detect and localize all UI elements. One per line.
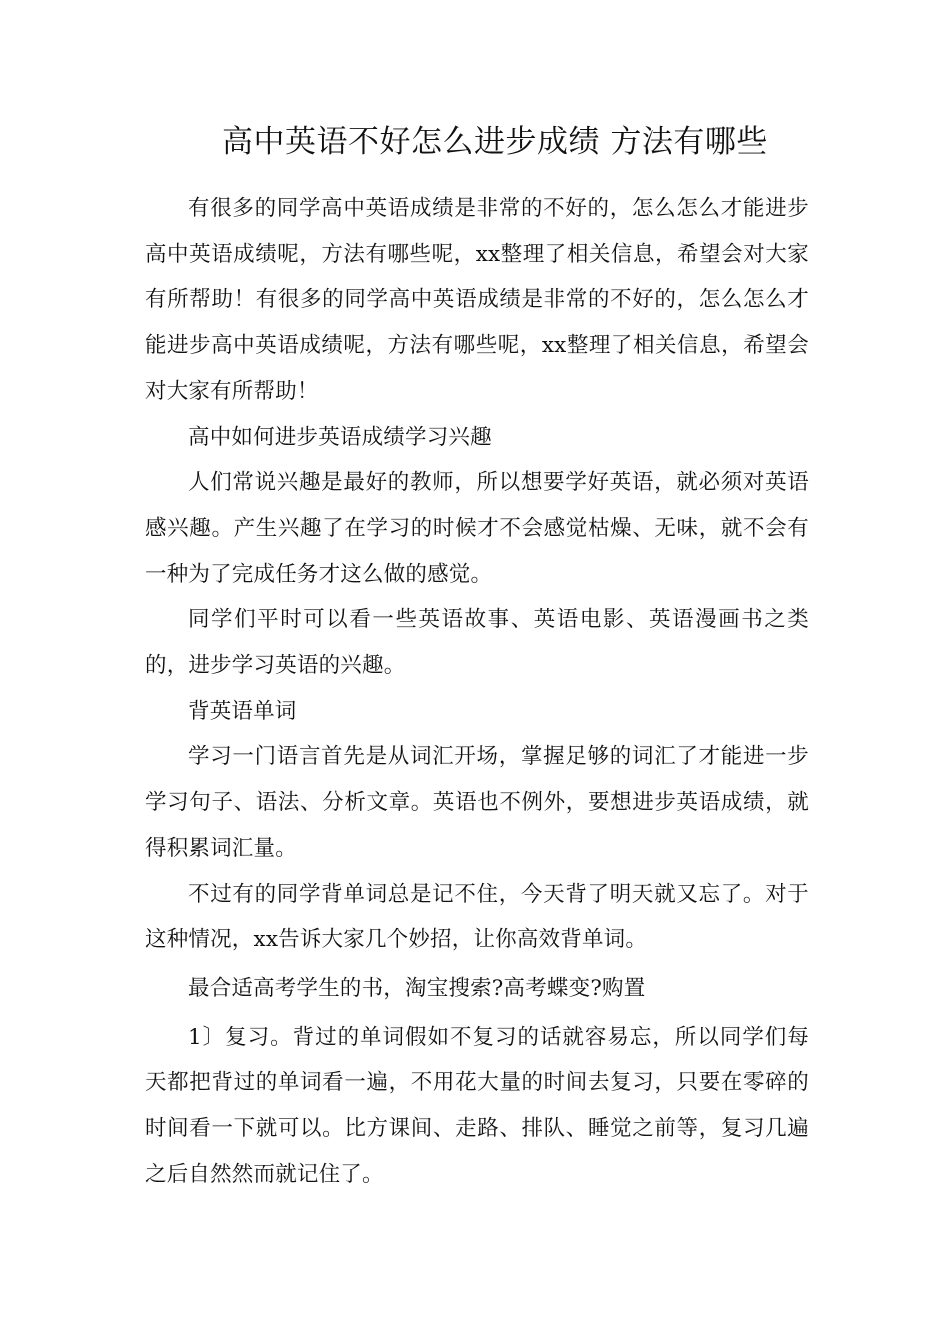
document-title: 高中英语不好怎么进步成绩 方法有哪些 [222, 124, 768, 160]
paragraph-interest-teacher: 人们常说兴趣是最好的教师，所以想要学好英语，就必须对英语感兴趣。产生兴趣了在学习的时候才不会感觉枯燥、无味，就不会有一种为了完成任务才这么做的感觉。 [145, 470, 809, 587]
paragraph-interest-media: 同学们平时可以看一些英语故事、英语电影、英语漫画书之类的，进步学习英语的兴趣。 [145, 607, 809, 679]
paragraph-review-tip: 1〕复习。背过的单词假如不复习的话就容易忘，所以同学们每天都把背过的单词看一遍，不用花大量的时间去复习，只要在零碎的时间看一下就可以。比方课间、走路、排队、睡觉之前等，复习几遍之后自然然而就记住了。 [145, 1024, 809, 1187]
paragraph-book-recommendation: 最合适高考学生的书，淘宝搜索?高考蝶变?购置 [188, 975, 646, 1001]
paragraph-heading-vocabulary: 背英语单词 [188, 698, 297, 724]
paragraph-vocabulary-basis: 学习一门语言首先是从词汇开场，掌握足够的词汇了才能进一步学习句子、语法、分析文章。英语也不例外，要想进步英语成绩，就得积累词汇量。 [145, 744, 809, 861]
paragraph-vocabulary-tips: 不过有的同学背单词总是记不住，今天背了明天就又忘了。对于这种情况，xx告诉大家几个妙招，让你高效背单词。 [145, 881, 809, 953]
document-body [145, 186, 809, 1197]
paragraph-intro: 有很多的同学高中英语成绩是非常的不好的，怎么怎么才能进步高中英语成绩呢，方法有哪些呢，xx整理了相关信息，希望会对大家有所帮助！有很多的同学高中英语成绩是非常的不好的，怎么怎么才能进步高中英语成绩呢，方法有哪些呢，xx整理了相关信息，希望会对大家有所帮助！ [145, 196, 809, 404]
paragraph-heading-interest: 高中如何进步英语成绩学习兴趣 [188, 424, 492, 450]
